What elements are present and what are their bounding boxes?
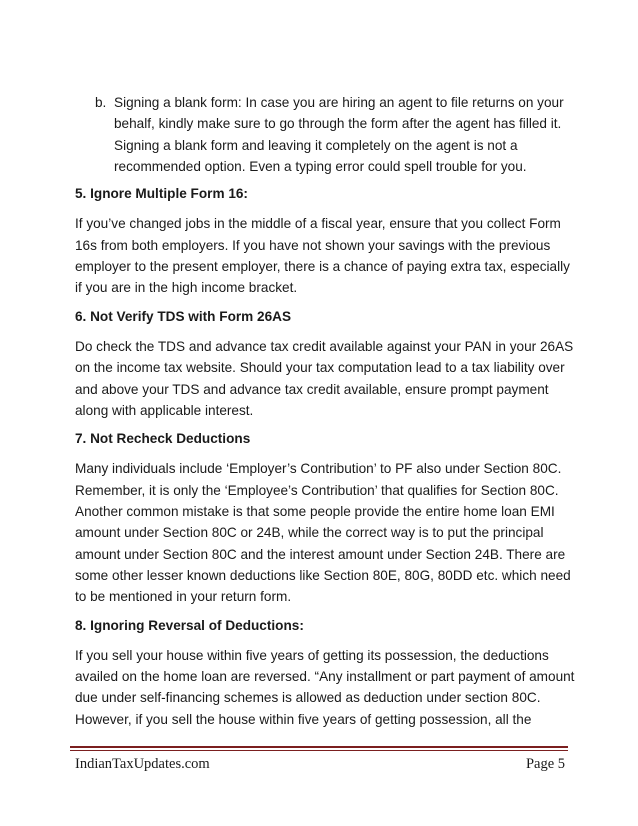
section-body-5: If you’ve changed jobs in the middle of a fiscal year, ensure that you collect Form 16s from both employers. If you have not shown your savings with the previous employer to the present employer, there is a chance of paying extra tax, especially if you are in the high income bracket. bbox=[75, 216, 570, 296]
footer-page-number: Page 5 bbox=[525, 756, 565, 772]
list-marker: b. bbox=[95, 95, 107, 110]
list-item bbox=[95, 92, 575, 177]
footer-divider-thick bbox=[70, 746, 568, 748]
page-footer bbox=[75, 756, 565, 773]
page-content bbox=[75, 92, 575, 737]
section-heading-5: 5. Ignore Multiple Form 16: bbox=[75, 186, 248, 202]
list-item-text: Signing a blank form: In case you are hiring an agent to file returns on your behalf, kindly make sure to go through the form after the agent has filled it. Signing a blank form and leaving it completely on the agent is not a recommended option. Even a typing error could spell trouble for you. bbox=[114, 95, 564, 174]
footer-site-name: IndianTaxUpdates.com bbox=[75, 756, 210, 772]
section-heading-6: 6. Not Verify TDS with Form 26AS bbox=[75, 308, 292, 324]
section-heading-7: 7. Not Recheck Deductions bbox=[75, 431, 251, 447]
footer-divider-thin bbox=[70, 750, 568, 751]
section-body-7: Many individuals include ‘Employer’s Contribution’ to PF also under Section 80C. Remember, it is only the ‘Employee’s Contribution’ that qualifies for Section 80C. Another common mistake is that some people provide the entire home loan EMI amount under Section 80C or 24B, while the correct way is to put the principal amount under Section 80C and the interest amount under Section 24B. There are some other lesser known deductions like Section 80E, 80G, 80DD etc. which need to be mentioned in your return form. bbox=[75, 461, 571, 605]
section-body-8: If you sell your house within five years of getting its possession, the deductions availed on the home loan are reversed. “Any installment or part payment of amount due under self-financing schemes is allowed as deduction under section 80C. However, if you sell the house within five years of getting possession, all the bbox=[75, 647, 575, 727]
section-body-6: Do check the TDS and advance tax credit available against your PAN in your 26AS on the income tax website. Should your tax computation lead to a tax liability over and above your TDS and advance tax credit available, ensure prompt payment along with applicable interest. bbox=[75, 338, 574, 418]
section-heading-8: 8. Ignoring Reversal of Deductions: bbox=[75, 617, 304, 633]
